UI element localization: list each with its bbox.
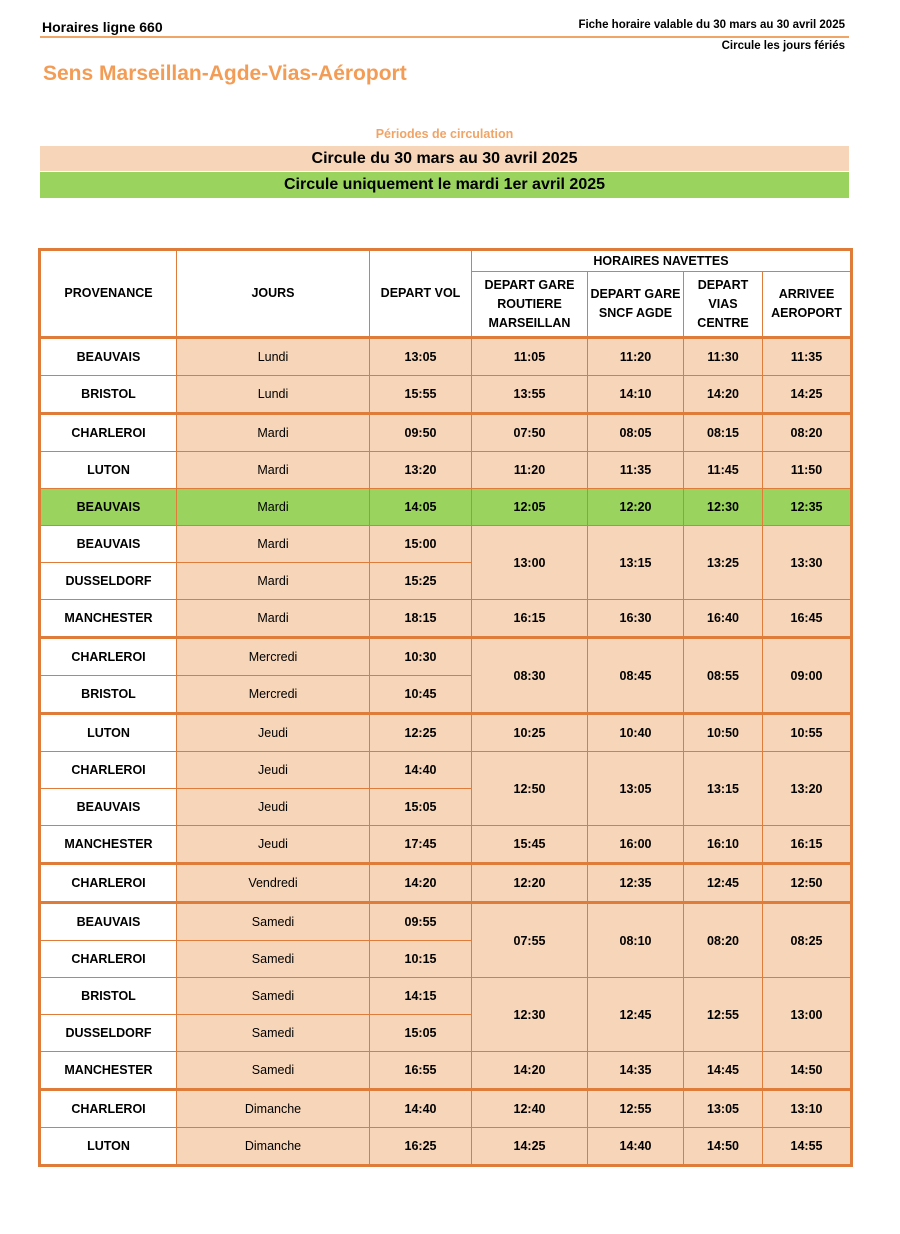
gare-sncf-cell: 13:05	[588, 752, 684, 826]
provenance-cell: MANCHESTER	[40, 826, 177, 864]
vias-cell: 13:15	[684, 752, 763, 826]
gare-routiere-cell: 07:50	[472, 414, 588, 452]
provenance-cell: BEAUVAIS	[40, 903, 177, 941]
gare-sncf-cell: 16:00	[588, 826, 684, 864]
gare-routiere-cell: 08:30	[472, 638, 588, 714]
aeroport-cell: 11:35	[763, 338, 852, 376]
provenance-cell: BRISTOL	[40, 376, 177, 414]
vias-cell: 16:10	[684, 826, 763, 864]
header-horaires-navettes: HORAIRES NAVETTES	[472, 250, 852, 272]
provenance-cell: CHARLEROI	[40, 414, 177, 452]
table-row	[40, 338, 852, 376]
gare-sncf-cell: 12:35	[588, 864, 684, 903]
jour-cell: Mardi	[177, 489, 370, 526]
jour-cell: Lundi	[177, 376, 370, 414]
vias-cell: 11:30	[684, 338, 763, 376]
provenance-cell: MANCHESTER	[40, 1052, 177, 1090]
gare-sncf-cell: 14:40	[588, 1128, 684, 1166]
provenance-cell: CHARLEROI	[40, 638, 177, 676]
table-row	[40, 452, 852, 489]
jour-cell: Dimanche	[177, 1128, 370, 1166]
gare-sncf-cell: 10:40	[588, 714, 684, 752]
depart-vol-cell: 09:50	[370, 414, 472, 452]
gare-routiere-cell: 10:25	[472, 714, 588, 752]
gare-sncf-cell: 14:10	[588, 376, 684, 414]
gare-sncf-cell: 11:35	[588, 452, 684, 489]
jour-cell: Mardi	[177, 600, 370, 638]
provenance-cell: CHARLEROI	[40, 1090, 177, 1128]
jour-cell: Samedi	[177, 941, 370, 978]
provenance-cell: LUTON	[40, 1128, 177, 1166]
gare-sncf-cell: 12:45	[588, 978, 684, 1052]
jour-cell: Samedi	[177, 1015, 370, 1052]
gare-routiere-cell: 16:15	[472, 600, 588, 638]
vias-cell: 13:25	[684, 526, 763, 600]
aeroport-cell: 14:55	[763, 1128, 852, 1166]
gare-routiere-cell: 14:25	[472, 1128, 588, 1166]
jour-cell: Lundi	[177, 338, 370, 376]
aeroport-cell: 13:00	[763, 978, 852, 1052]
depart-vol-cell: 15:00	[370, 526, 472, 563]
gare-routiere-cell: 14:20	[472, 1052, 588, 1090]
depart-vol-cell: 14:40	[370, 752, 472, 789]
gare-sncf-cell: 12:55	[588, 1090, 684, 1128]
table-row	[40, 638, 852, 676]
depart-vol-cell: 09:55	[370, 903, 472, 941]
gare-sncf-cell: 12:20	[588, 489, 684, 526]
provenance-cell: DUSSELDORF	[40, 563, 177, 600]
table-row	[40, 526, 852, 563]
vias-cell: 12:55	[684, 978, 763, 1052]
gare-routiere-cell: 11:20	[472, 452, 588, 489]
aeroport-cell: 09:00	[763, 638, 852, 714]
table-row	[40, 1052, 852, 1090]
header-vias: DEPART VIAS CENTRE	[684, 272, 763, 338]
aeroport-cell: 13:30	[763, 526, 852, 600]
aeroport-cell: 12:35	[763, 489, 852, 526]
depart-vol-cell: 10:30	[370, 638, 472, 676]
gare-routiere-cell: 12:30	[472, 978, 588, 1052]
depart-vol-cell: 18:15	[370, 600, 472, 638]
depart-vol-cell: 14:40	[370, 1090, 472, 1128]
jour-cell: Samedi	[177, 903, 370, 941]
vias-cell: 08:20	[684, 903, 763, 978]
vias-cell: 12:30	[684, 489, 763, 526]
provenance-cell: BEAUVAIS	[40, 526, 177, 563]
gare-routiere-cell: 12:40	[472, 1090, 588, 1128]
gare-sncf-cell: 08:45	[588, 638, 684, 714]
table-row	[40, 414, 852, 452]
jour-cell: Mardi	[177, 526, 370, 563]
gare-routiere-cell: 12:05	[472, 489, 588, 526]
jour-cell: Mardi	[177, 452, 370, 489]
gare-routiere-cell: 11:05	[472, 338, 588, 376]
aeroport-cell: 08:20	[763, 414, 852, 452]
vias-cell: 11:45	[684, 452, 763, 489]
jour-cell: Mardi	[177, 563, 370, 600]
provenance-cell: BEAUVAIS	[40, 789, 177, 826]
jour-cell: Mercredi	[177, 676, 370, 714]
provenance-cell: BEAUVAIS	[40, 338, 177, 376]
table-row	[40, 376, 852, 414]
jour-cell: Samedi	[177, 978, 370, 1015]
header-gare-routiere: DEPART GARE ROUTIERE MARSEILLAN	[472, 272, 588, 338]
jour-cell: Samedi	[177, 1052, 370, 1090]
schedule-table	[38, 248, 853, 1167]
table-row	[40, 752, 852, 789]
aeroport-cell: 14:50	[763, 1052, 852, 1090]
aeroport-cell: 13:10	[763, 1090, 852, 1128]
aeroport-cell: 08:25	[763, 903, 852, 978]
provenance-cell: MANCHESTER	[40, 600, 177, 638]
gare-routiere-cell: 12:50	[472, 752, 588, 826]
depart-vol-cell: 17:45	[370, 826, 472, 864]
jour-cell: Jeudi	[177, 752, 370, 789]
gare-sncf-cell: 16:30	[588, 600, 684, 638]
aeroport-cell: 14:25	[763, 376, 852, 414]
depart-vol-cell: 10:15	[370, 941, 472, 978]
vias-cell: 14:45	[684, 1052, 763, 1090]
jour-cell: Jeudi	[177, 789, 370, 826]
vias-cell: 08:15	[684, 414, 763, 452]
jour-cell: Jeudi	[177, 826, 370, 864]
aeroport-cell: 13:20	[763, 752, 852, 826]
gare-sncf-cell: 14:35	[588, 1052, 684, 1090]
table-row	[40, 903, 852, 941]
gare-sncf-cell: 13:15	[588, 526, 684, 600]
depart-vol-cell: 14:20	[370, 864, 472, 903]
provenance-cell: DUSSELDORF	[40, 1015, 177, 1052]
table-row	[40, 600, 852, 638]
table-row	[40, 826, 852, 864]
vias-cell: 13:05	[684, 1090, 763, 1128]
jour-cell: Dimanche	[177, 1090, 370, 1128]
depart-vol-cell: 12:25	[370, 714, 472, 752]
depart-vol-cell: 16:55	[370, 1052, 472, 1090]
provenance-cell: CHARLEROI	[40, 864, 177, 903]
header-provenance: PROVENANCE	[40, 250, 177, 338]
table-row	[40, 864, 852, 903]
jour-cell: Jeudi	[177, 714, 370, 752]
jour-cell: Vendredi	[177, 864, 370, 903]
provenance-cell: BEAUVAIS	[40, 489, 177, 526]
line-title: Horaires ligne 660	[42, 19, 163, 35]
provenance-cell: CHARLEROI	[40, 752, 177, 789]
gare-routiere-cell: 13:00	[472, 526, 588, 600]
gare-sncf-cell: 08:05	[588, 414, 684, 452]
holidays-text: Circule les jours fériés	[721, 40, 845, 52]
jour-cell: Mercredi	[177, 638, 370, 676]
depart-vol-cell: 16:25	[370, 1128, 472, 1166]
header-jours: JOURS	[177, 250, 370, 338]
table-row	[40, 978, 852, 1015]
header-divider	[40, 36, 849, 38]
table-row	[40, 1090, 852, 1128]
aeroport-cell: 16:15	[763, 826, 852, 864]
vias-cell: 08:55	[684, 638, 763, 714]
depart-vol-cell: 13:20	[370, 452, 472, 489]
header-gare-sncf: DEPART GARE SNCF AGDE	[588, 272, 684, 338]
table-row	[40, 714, 852, 752]
depart-vol-cell: 14:15	[370, 978, 472, 1015]
provenance-cell: CHARLEROI	[40, 941, 177, 978]
gare-routiere-cell: 15:45	[472, 826, 588, 864]
table-row	[40, 1128, 852, 1166]
direction-title: Sens Marseillan-Agde-Vias-Aéroport	[43, 62, 407, 85]
aeroport-cell: 10:55	[763, 714, 852, 752]
periods-label: Périodes de circulation	[375, 127, 514, 141]
period-band-special: Circule uniquement le mardi 1er avril 2025	[40, 172, 849, 198]
depart-vol-cell: 15:05	[370, 789, 472, 826]
vias-cell: 14:50	[684, 1128, 763, 1166]
aeroport-cell: 12:50	[763, 864, 852, 903]
gare-routiere-cell: 13:55	[472, 376, 588, 414]
aeroport-cell: 11:50	[763, 452, 852, 489]
vias-cell: 14:20	[684, 376, 763, 414]
provenance-cell: LUTON	[40, 452, 177, 489]
period-band-main: Circule du 30 mars au 30 avril 2025	[40, 146, 849, 171]
gare-sncf-cell: 08:10	[588, 903, 684, 978]
depart-vol-cell: 15:25	[370, 563, 472, 600]
provenance-cell: LUTON	[40, 714, 177, 752]
gare-sncf-cell: 11:20	[588, 338, 684, 376]
depart-vol-cell: 14:05	[370, 489, 472, 526]
aeroport-cell: 16:45	[763, 600, 852, 638]
vias-cell: 16:40	[684, 600, 763, 638]
table-row-highlighted	[40, 489, 852, 526]
depart-vol-cell: 10:45	[370, 676, 472, 714]
vias-cell: 12:45	[684, 864, 763, 903]
validity-text: Fiche horaire valable du 30 mars au 30 avril 2025	[578, 19, 845, 31]
vias-cell: 10:50	[684, 714, 763, 752]
header-depart-vol: DEPART VOL	[370, 250, 472, 338]
provenance-cell: BRISTOL	[40, 676, 177, 714]
gare-routiere-cell: 12:20	[472, 864, 588, 903]
gare-routiere-cell: 07:55	[472, 903, 588, 978]
header-aeroport: ARRIVEE AEROPORT	[763, 272, 852, 338]
jour-cell: Mardi	[177, 414, 370, 452]
depart-vol-cell: 15:05	[370, 1015, 472, 1052]
depart-vol-cell: 13:05	[370, 338, 472, 376]
depart-vol-cell: 15:55	[370, 376, 472, 414]
provenance-cell: BRISTOL	[40, 978, 177, 1015]
